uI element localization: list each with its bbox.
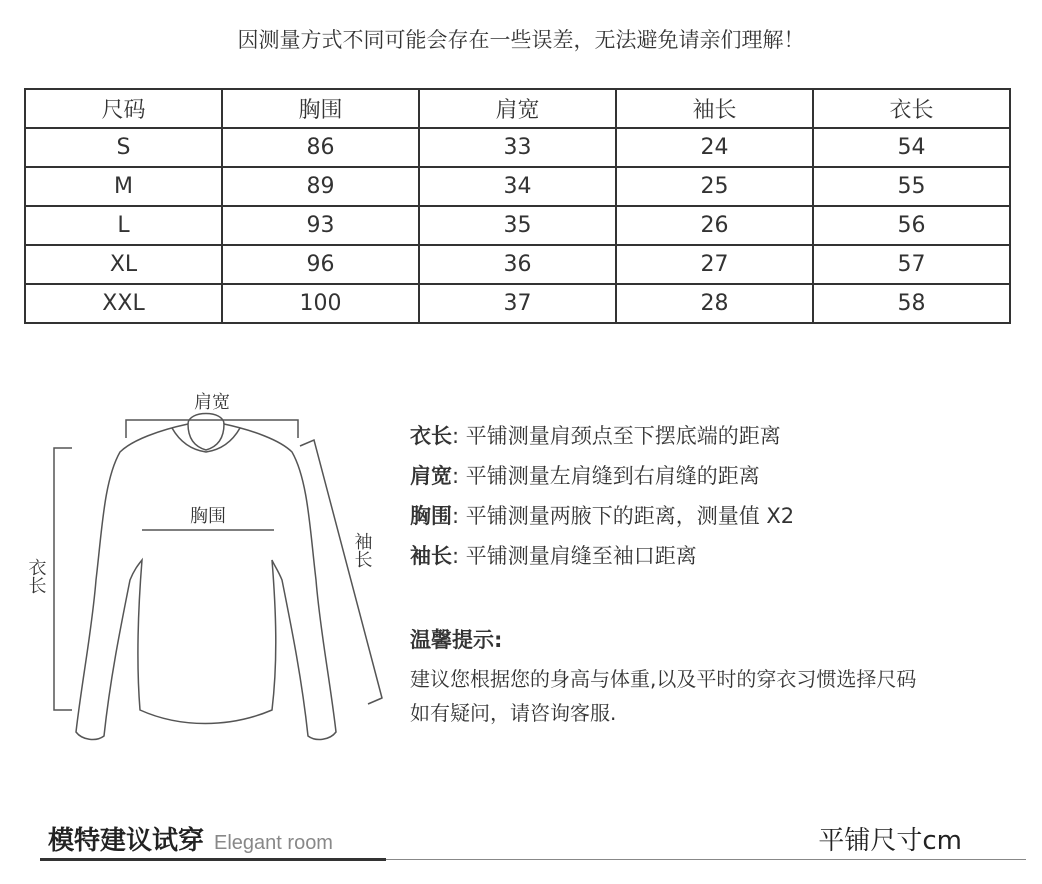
model-suggestion-title: 模特建议试穿 xyxy=(48,826,205,856)
table-row xyxy=(25,128,1010,167)
table-cell: 25 xyxy=(616,167,813,206)
shirt-outline xyxy=(76,424,336,739)
table-cell: 57 xyxy=(813,245,1010,284)
size-chart-table xyxy=(24,88,1011,324)
table-cell: 35 xyxy=(419,206,616,245)
table-cell: L xyxy=(25,206,222,245)
definition-term: 衣长 xyxy=(410,424,452,448)
shirt-measurement-diagram xyxy=(20,380,390,760)
definition-text: : 平铺测量两腋下的距离，测量值 X2 xyxy=(452,504,795,528)
definition-body-length xyxy=(410,420,794,460)
table-row xyxy=(25,284,1010,323)
table-cell: 28 xyxy=(616,284,813,323)
section-divider-thin xyxy=(386,859,1026,860)
shoulder-width-label: 肩宽 xyxy=(194,392,230,413)
table-cell: 100 xyxy=(222,284,419,323)
table-cell: 58 xyxy=(813,284,1010,323)
tips-line: 如有疑问，请咨询客服. xyxy=(410,701,617,725)
table-cell: 37 xyxy=(419,284,616,323)
neck-outline xyxy=(188,414,224,425)
definition-text: : 平铺测量肩缝至袖口距离 xyxy=(452,544,697,568)
definition-term: 胸围 xyxy=(410,504,452,528)
table-cell: 24 xyxy=(616,128,813,167)
table-row xyxy=(25,206,1010,245)
definition-text: : 平铺测量肩颈点至下摆底端的距离 xyxy=(452,424,781,448)
table-cell: 36 xyxy=(419,245,616,284)
model-suggestion-subtitle: Elegant room xyxy=(214,832,333,854)
definition-shoulder xyxy=(410,460,794,500)
header-shoulder: 肩宽 xyxy=(419,89,616,128)
header-chest: 胸围 xyxy=(222,89,419,128)
measurement-notice: 因测量方式不同可能会存在一些误差，无法避免请亲们理解！ xyxy=(237,28,805,52)
tips-section xyxy=(410,624,916,730)
tips-line: 建议您根据您的身高与体重,以及平时的穿衣习惯选择尺码 xyxy=(410,667,917,691)
table-cell: 89 xyxy=(222,167,419,206)
table-row xyxy=(25,167,1010,206)
tips-title: 温馨提示: xyxy=(410,628,503,652)
definition-term: 肩宽 xyxy=(410,464,452,488)
definition-text: : 平铺测量左肩缝到右肩缝的距离 xyxy=(452,464,760,488)
table-cell: 55 xyxy=(813,167,1010,206)
table-cell: 56 xyxy=(813,206,1010,245)
size-chart-header-row xyxy=(25,89,1010,128)
table-cell: 96 xyxy=(222,245,419,284)
table-cell: 33 xyxy=(419,128,616,167)
collar-line xyxy=(172,428,240,452)
definition-sleeve xyxy=(410,540,794,580)
section-divider-thick xyxy=(40,858,386,861)
table-cell: 34 xyxy=(419,167,616,206)
chest-label: 胸围 xyxy=(190,506,226,527)
flat-size-heading: 平铺尺寸cm xyxy=(818,826,962,856)
header-size: 尺码 xyxy=(25,89,222,128)
header-length: 衣长 xyxy=(813,89,1010,128)
body-length-bracket xyxy=(54,448,72,710)
table-row xyxy=(25,245,1010,284)
measurement-definitions xyxy=(410,420,794,580)
table-cell: 26 xyxy=(616,206,813,245)
table-cell: 54 xyxy=(813,128,1010,167)
table-cell: XXL xyxy=(25,284,222,323)
table-cell: 27 xyxy=(616,245,813,284)
table-cell: XL xyxy=(25,245,222,284)
model-suggestion-heading xyxy=(48,820,333,857)
table-cell: S xyxy=(25,128,222,167)
header-sleeve: 袖长 xyxy=(616,89,813,128)
body-length-label: 衣长 xyxy=(25,558,47,594)
shoulder-width-bracket xyxy=(126,420,298,438)
definition-term: 袖长 xyxy=(410,544,452,568)
sleeve-length-bracket xyxy=(300,440,382,704)
table-cell: 93 xyxy=(222,206,419,245)
definition-chest xyxy=(410,500,794,540)
table-cell: M xyxy=(25,167,222,206)
table-cell: 86 xyxy=(222,128,419,167)
sleeve-length-label: 袖长 xyxy=(351,532,373,568)
